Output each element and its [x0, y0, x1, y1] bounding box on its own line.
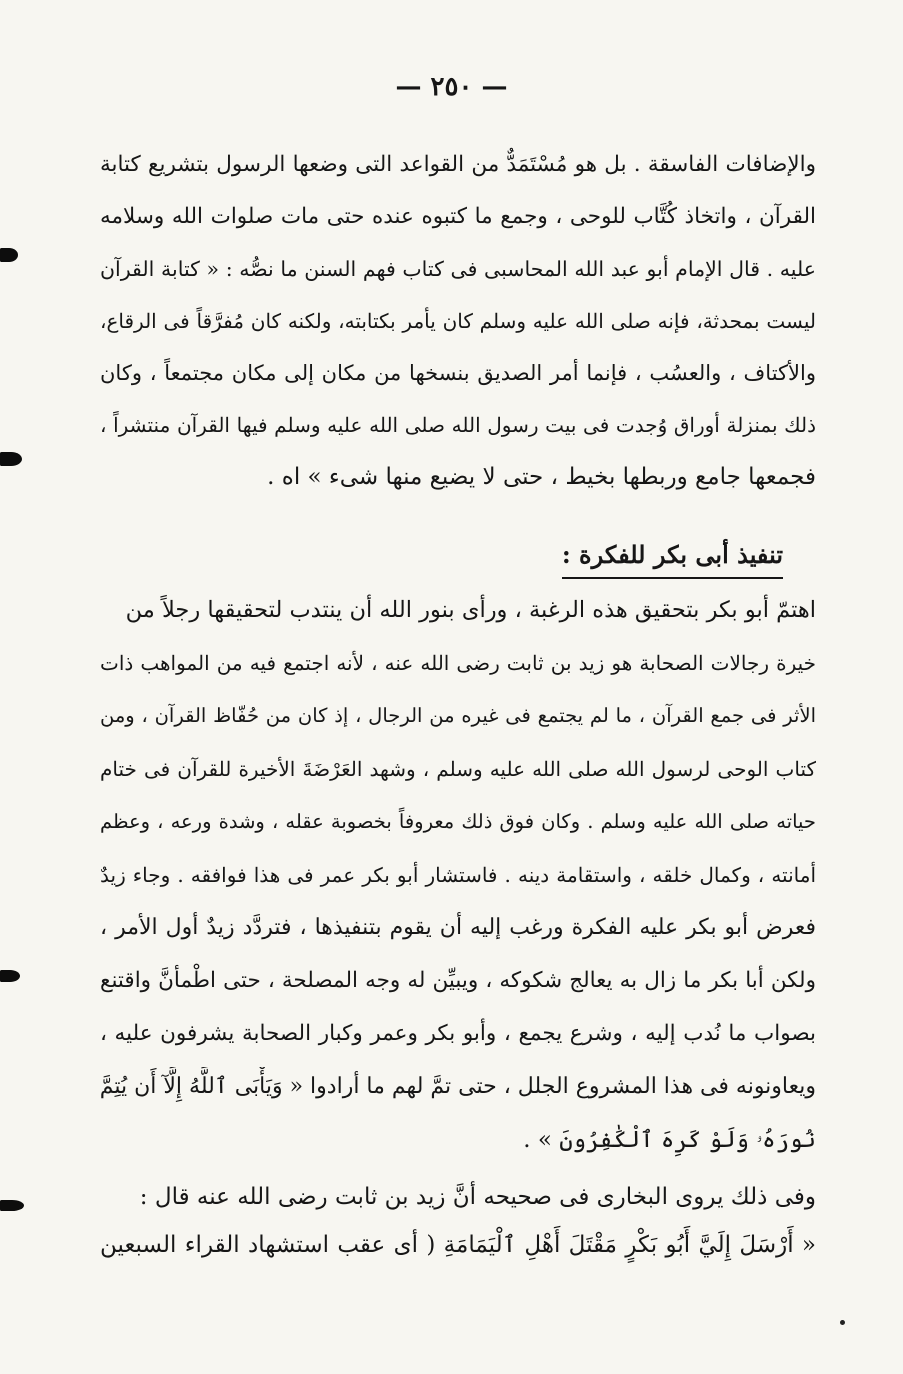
text-line: الأثر فى جمع القرآن ، ما لم يجتمع فى غيره من الرجال ، إذ كان من حُفّاظ القرآن ، ومن — [100, 704, 816, 727]
speck — [840, 1320, 845, 1325]
text-line: نُورَهُۥ وَلَوْ كَرِهَ ٱلْكَٰفِرُونَ » . — [523, 1127, 816, 1153]
margin-mark — [0, 1200, 24, 1211]
text-line: فجمعها جامع وربطها بخيط ، حتى لا يضيع منها شىء » اه . — [267, 464, 816, 490]
text-line: وفى ذلك يروى البخارى فى صحيحه أنَّ زيد بن ثابت رضى الله عنه قال : — [139, 1184, 816, 1210]
text-line: بصواب ما نُدب إليه ، وشرع يجمع ، وأبو بكر وعمر وكبار الصحابة يشرفون عليه ، — [100, 1021, 816, 1046]
text-line: ليست بمحدثة، فإنه صلى الله عليه وسلم كان يأمر بكتابته، ولكنه كان مُفرَّقاً فى الرقاع، — [100, 309, 816, 333]
text-line: ولكن أبا بكر ما زال به يعالج شكوكه ، ويبيِّن له وجه المصلحة ، حتى اطْمأنَّ واقتنع — [100, 968, 816, 993]
text-line: « أَرْسَلَ إِلَيَّ أَبُو بَكْرٍ مَقْتَلَ أَهْلِ ٱلْيَمَامَةِ ( أى عقب استشهاد القراء السبعين — [100, 1232, 816, 1258]
text-line: عليه . قال الإمام أبو عبد الله المحاسبى فى كتاب فهم السنن ما نصُّه : « كتابة القرآن — [100, 257, 816, 281]
section-heading: تنفيذ أبى بكر للفكرة : — [562, 535, 783, 579]
text-line: خيرة رجالات الصحابة هو زيد بن ثابت رضى الله عنه ، لأنه اجتمع فيه من المواهب ذات — [100, 651, 816, 675]
text-line: فعرض أبو بكر عليه الفكرة ورغب إليه أن يقوم بتنفيذها ، فتردَّد زيدٌ أول الأمر ، — [100, 915, 816, 940]
text-line: كتاب الوحى لرسول الله صلى الله عليه وسلم ، وشهد العَرْضَةَ الأخيرة للقرآن فى ختام — [100, 757, 816, 781]
margin-mark — [0, 970, 20, 982]
margin-mark — [0, 248, 18, 262]
text-line: ذلك بمنزلة أوراق وُجدت فى بيت رسول الله صلى الله عليه وسلم فيها القرآن منتشراً ، — [100, 413, 816, 437]
margin-mark — [0, 452, 22, 466]
text-line: ويعاونونه فى هذا المشروع الجلل ، حتى تمَّ لهم ما أرادوا « وَيَأْبَى ٱللَّهُ إِلَّآ أَن يُتِمَّ — [100, 1074, 816, 1099]
text-line: اهتمّ أبو بكر بتحقيق هذه الرغبة ، ورأى بنور الله أن ينتدب لتحقيقها رجلاً من — [126, 597, 816, 623]
text-line: حياته صلى الله عليه وسلم . وكان فوق ذلك معروفاً بخصوبة عقله ، وشدة ورعه ، وعظم — [100, 810, 816, 833]
text-line: القرآن ، واتخاذ كُتَّاب للوحى ، وجمع ما كتبوه عنده حتى مات صلوات الله وسلامه — [100, 204, 816, 229]
page-number: — ٢٥٠ — — [395, 72, 508, 102]
text-line: والإضافات الفاسقة . بل هو مُسْتَمَدٌّ من القواعد التى وضعها الرسول بتشريع كتابة — [100, 152, 816, 177]
text-line: أمانته ، وكمال خلقه ، واستقامة دينه . فاستشار أبو بكر عمر فى هذا فوافقه . وجاء زيدٌ — [100, 863, 816, 887]
text-line: والأكتاف ، والعسُب ، فإنما أمر الصديق بنسخها من مكان إلى مكان مجتمعاً ، وكان — [100, 361, 816, 385]
